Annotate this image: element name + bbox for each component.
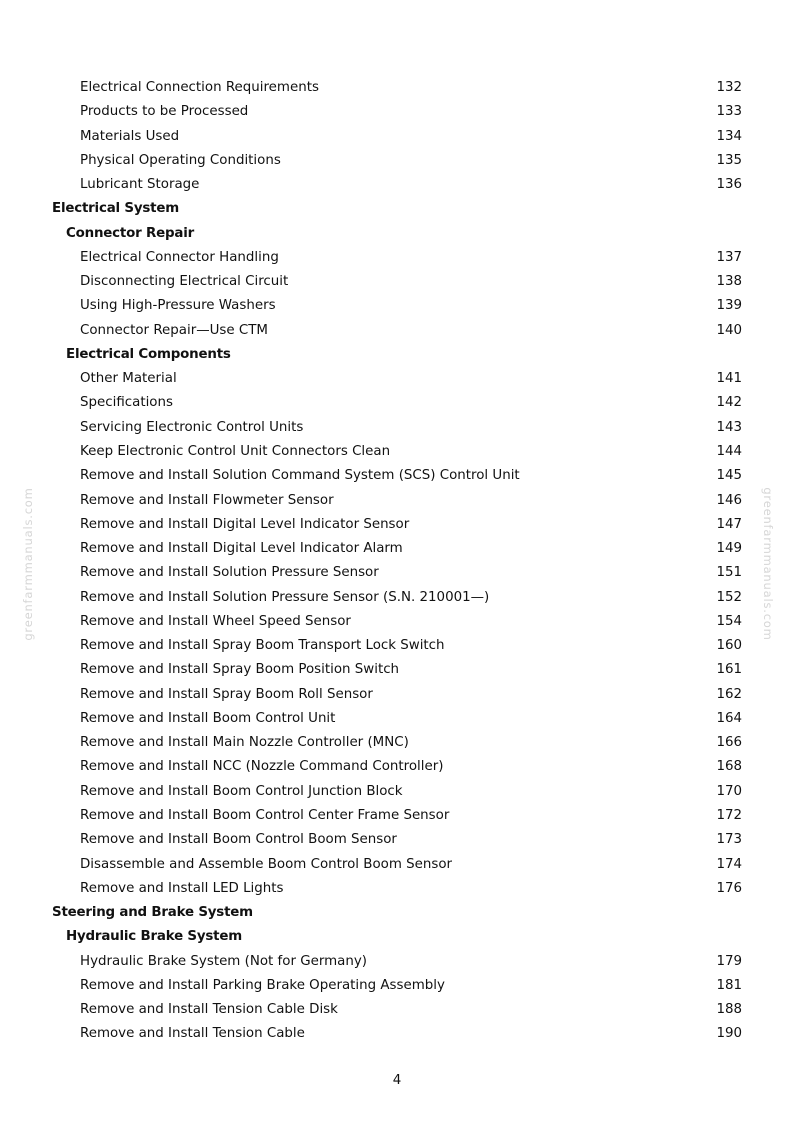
toc-entry-title: Remove and Install Solution Pressure Sensor [80, 565, 379, 581]
toc-entry-title: Remove and Install Wheel Speed Sensor [80, 613, 351, 629]
toc-entry-title: Hydraulic Brake System [66, 929, 242, 945]
toc-entry[interactable] [0, 246, 794, 270]
toc-entry-title: Remove and Install Spray Boom Position Switch [80, 662, 400, 678]
toc-entry[interactable] [0, 513, 794, 537]
toc-entry-page: 132 [716, 80, 742, 95]
toc-entry[interactable] [0, 173, 794, 197]
toc-entry-page: 176 [716, 880, 742, 896]
toc-entry-page: 172 [716, 807, 742, 823]
toc-entry-page: 154 [716, 613, 742, 629]
toc-entry-title: Remove and Install Flowmeter Sensor [80, 492, 334, 508]
toc-entry[interactable] [0, 755, 794, 779]
toc-entry[interactable] [0, 561, 794, 585]
toc-entry-title: Remove and Install Spray Boom Roll Sensor [80, 686, 373, 702]
toc-entry-title: Remove and Install Spray Boom Transport Lock Switch [80, 638, 445, 654]
toc-entry-title: Electrical Components [66, 346, 231, 362]
toc-entry-page: 135 [716, 152, 742, 168]
toc-entry[interactable] [0, 634, 794, 658]
toc-entry[interactable] [0, 683, 794, 707]
toc-entry[interactable] [0, 149, 794, 173]
toc-entry-title: Remove and Install Tension Cable Disk [80, 1002, 338, 1018]
toc-entry-title: Remove and Install Main Nozzle Controller (MNC) [80, 735, 409, 751]
toc-entry[interactable] [0, 464, 794, 488]
toc-entry-title: Other Material [80, 371, 177, 387]
toc-entry-page: 173 [716, 832, 742, 848]
toc-entry[interactable] [0, 586, 794, 610]
toc-entry-title: Servicing Electronic Control Units [80, 419, 304, 435]
toc-entry-title: Steering and Brake System [52, 905, 253, 921]
toc-entry-page: 168 [716, 759, 742, 775]
toc-entry-title: Disconnecting Electrical Circuit [80, 274, 289, 290]
toc-entry[interactable] [0, 610, 794, 634]
toc-entry[interactable] [0, 416, 794, 440]
toc-entry-title: Remove and Install Boom Control Center Frame Sensor [80, 807, 450, 823]
toc-entry[interactable] [0, 100, 794, 124]
toc-entry-page: 140 [716, 322, 742, 338]
toc-entry[interactable] [0, 391, 794, 415]
toc-entry[interactable] [0, 780, 794, 804]
toc-entry-page: 190 [716, 1026, 742, 1042]
toc-entry-title: Remove and Install Boom Control Junction Block [80, 783, 403, 799]
toc-entry-title: Remove and Install Digital Level Indicator Alarm [80, 541, 403, 557]
toc-entry[interactable] [0, 853, 794, 877]
table-of-contents [0, 76, 794, 1047]
toc-entry-title: Electrical System [52, 201, 179, 217]
toc-entry[interactable] [0, 76, 794, 100]
toc-entry[interactable] [0, 707, 794, 731]
toc-entry-page: 160 [716, 638, 742, 654]
page-number: 4 [392, 1073, 402, 1088]
toc-entry-page: 133 [716, 104, 742, 120]
toc-entry[interactable] [0, 877, 794, 901]
toc-entry-title: Hydraulic Brake System (Not for Germany) [80, 953, 367, 969]
toc-entry-page: 162 [716, 686, 742, 702]
toc-entry-title: Products to be Processed [80, 104, 249, 120]
toc-entry-title: Remove and Install Boom Control Boom Sensor [80, 832, 397, 848]
toc-entry-title: Remove and Install NCC (Nozzle Command Controller) [80, 759, 444, 775]
toc-entry-title: Materials Used [80, 128, 180, 144]
toc-entry[interactable] [0, 828, 794, 852]
toc-entry[interactable] [0, 804, 794, 828]
toc-entry-page: 139 [716, 298, 742, 314]
toc-entry[interactable] [0, 950, 794, 974]
toc-entry-title: Remove and Install Parking Brake Operating Assembly [80, 977, 445, 993]
toc-entry-page: 146 [716, 492, 742, 508]
toc-entry[interactable] [0, 1022, 794, 1046]
toc-entry-page: 151 [716, 565, 742, 581]
toc-entry-page: 161 [716, 662, 742, 678]
toc-entry-page: 188 [716, 1002, 742, 1018]
toc-entry-page: 137 [716, 249, 742, 265]
toc-entry-page: 138 [716, 274, 742, 290]
toc-entry-title: Remove and Install Tension Cable [80, 1026, 305, 1042]
toc-entry-title: Remove and Install Digital Level Indicator Sensor [80, 516, 410, 532]
toc-entry-title: Disassemble and Assemble Boom Control Boom Sensor [80, 856, 453, 872]
toc-subsection-heading[interactable] [0, 925, 794, 949]
toc-entry-page: 181 [716, 977, 742, 993]
toc-entry-page: 136 [716, 177, 742, 193]
toc-entry[interactable] [0, 440, 794, 464]
toc-entry[interactable] [0, 658, 794, 682]
toc-entry[interactable] [0, 294, 794, 318]
toc-entry-page: 134 [716, 128, 742, 144]
toc-entry[interactable] [0, 537, 794, 561]
toc-entry[interactable] [0, 489, 794, 513]
toc-entry-page: 143 [716, 419, 742, 435]
toc-entry-page: 170 [716, 783, 742, 799]
toc-entry-title: Remove and Install Boom Control Unit [80, 710, 336, 726]
toc-entry-title: Connector Repair [66, 225, 194, 241]
toc-entry-page: 144 [716, 443, 742, 459]
toc-entry-title: Remove and Install Solution Command System (SCS) Control Unit [80, 468, 520, 484]
toc-entry-title: Physical Operating Conditions [80, 152, 281, 168]
toc-entry-title: Lubricant Storage [80, 177, 200, 193]
toc-entry[interactable] [0, 731, 794, 755]
toc-entry-page: 174 [716, 856, 742, 872]
toc-entry-title: Electrical Connection Requirements [80, 80, 319, 95]
toc-entry-title: Using High-Pressure Washers [80, 298, 276, 314]
toc-entry-title: Remove and Install LED Lights [80, 880, 284, 896]
toc-entry-page: 142 [716, 395, 742, 411]
toc-entry-title: Connector Repair—Use CTM [80, 322, 268, 338]
toc-section-heading[interactable] [0, 901, 794, 925]
toc-entry-page: 141 [716, 371, 742, 387]
watermark-right: greenfarmmanuals.com [761, 487, 775, 641]
toc-entry[interactable] [0, 125, 794, 149]
toc-entry[interactable] [0, 974, 794, 998]
toc-entry-page: 149 [716, 541, 742, 557]
toc-entry[interactable] [0, 270, 794, 294]
toc-entry-page: 145 [716, 468, 742, 484]
toc-entry-title: Remove and Install Solution Pressure Sensor (S.N. 210001—) [80, 589, 490, 605]
toc-entry-title: Specifications [80, 395, 173, 411]
toc-entry-title: Keep Electronic Control Unit Connectors Clean [80, 443, 391, 459]
toc-entry-page: 164 [716, 710, 742, 726]
watermark-left: greenfarmmanuals.com [21, 487, 35, 641]
toc-entry-page: 152 [716, 589, 742, 605]
toc-entry[interactable] [0, 319, 794, 343]
toc-entry[interactable] [0, 998, 794, 1022]
toc-entry-title: Electrical Connector Handling [80, 249, 279, 265]
toc-subsection-heading[interactable] [0, 343, 794, 367]
toc-entry-page: 147 [716, 516, 742, 532]
toc-entry-page: 179 [716, 953, 742, 969]
toc-section-heading[interactable] [0, 197, 794, 221]
toc-entry-page: 166 [716, 735, 742, 751]
toc-subsection-heading[interactable] [0, 222, 794, 246]
toc-entry[interactable] [0, 367, 794, 391]
